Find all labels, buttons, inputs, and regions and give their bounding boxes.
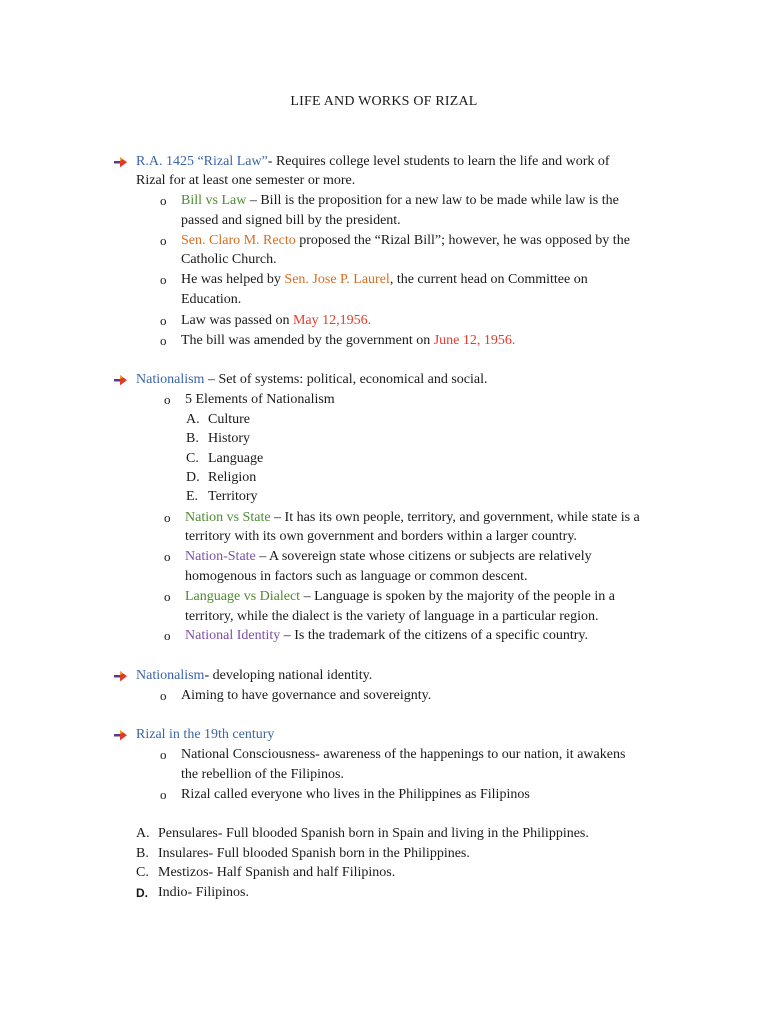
bill-vs-law-term: Bill vs Law: [181, 193, 247, 208]
ra-1425-term: R.A. 1425 “Rizal Law”: [136, 154, 268, 169]
list-item-continuation: homogenous in factors such as language or common descent.: [185, 569, 528, 584]
national-identity-term: National Identity: [185, 628, 281, 643]
list-item-continuation: passed and signed bill by the president.: [181, 213, 401, 228]
lettered-label: D.: [136, 886, 148, 900]
list-item-continuation: Catholic Church.: [181, 252, 277, 267]
circle-bullet-icon: o: [164, 628, 171, 643]
arrow-bullet-icon: [114, 670, 128, 682]
circle-bullet-icon: o: [164, 589, 171, 604]
circle-bullet-icon: o: [160, 313, 167, 328]
claro-recto-term: Sen. Claro M. Recto: [181, 233, 296, 248]
list-item: Sen. Claro M. Recto proposed the “Rizal Bill”; however, he was opposed by the: [181, 233, 630, 248]
circle-bullet-icon: o: [160, 193, 167, 208]
section-3-line-1: Nationalism- developing national identity.: [136, 668, 373, 683]
list-item-continuation: Education.: [181, 292, 242, 307]
circle-bullet-icon: o: [160, 233, 167, 248]
lettered-item: Pensulares- Full blooded Spanish born in Spain and living in the Philippines.: [158, 826, 589, 841]
sub-item-label: A.: [186, 412, 200, 427]
sub-item: Culture: [208, 412, 250, 427]
section-4-heading: Rizal in the 19th century: [136, 727, 275, 742]
sub-item-label: B.: [186, 431, 199, 446]
nation-vs-state-term: Nation vs State: [185, 510, 271, 525]
language-vs-dialect-term: Language vs Dialect: [185, 589, 301, 604]
circle-bullet-icon: o: [160, 787, 167, 802]
circle-bullet-icon: o: [160, 688, 167, 703]
lettered-label: C.: [136, 865, 149, 880]
circle-bullet-icon: o: [160, 747, 167, 762]
jose-laurel-term: Sen. Jose P. Laurel: [284, 272, 390, 287]
circle-bullet-icon: o: [160, 333, 167, 348]
nationalism-term: Nationalism: [136, 668, 205, 683]
section-1-line-1: R.A. 1425 “Rizal Law”- Requires college level students to learn the life and work of: [136, 154, 610, 169]
circle-bullet-icon: o: [160, 272, 167, 287]
list-item: Nation vs State – It has its own people, territory, and government, while state is a: [185, 510, 640, 525]
nationalism-term: Nationalism: [136, 372, 205, 387]
lettered-label: A.: [136, 826, 150, 841]
list-item: Language vs Dialect – Language is spoken by the majority of the people in a: [185, 589, 615, 604]
section-1-line-2: Rizal for at least one semester or more.: [136, 173, 356, 188]
sub-item: Territory: [208, 489, 258, 504]
sub-item-label: C.: [186, 451, 199, 466]
date-passed: May 12,1956.: [292, 313, 372, 328]
circle-bullet-icon: o: [164, 392, 171, 407]
list-item-continuation: territory, while the dialect is the variety of language in a particular region.: [185, 609, 599, 624]
sub-item: History: [208, 431, 250, 446]
list-item: He was helped by Sen. Jose P. Laurel, the current head on Committee on: [181, 272, 588, 287]
arrow-bullet-icon: [114, 374, 128, 386]
lettered-label: B.: [136, 846, 149, 861]
date-amended: June 12, 1956.: [433, 333, 516, 348]
list-item: 5 Elements of Nationalism: [185, 392, 335, 407]
circle-bullet-icon: o: [164, 549, 171, 564]
list-item: Nation-State – A sovereign state whose citizens or subjects are relatively: [185, 549, 592, 564]
page-title: LIFE AND WORKS OF RIZAL: [290, 94, 478, 109]
section-2-line-1: Nationalism – Set of systems: political, economical and social.: [136, 372, 488, 387]
list-item-continuation: the rebellion of the Filipinos.: [181, 767, 344, 782]
list-item: Rizal called everyone who lives in the Philippines as Filipinos: [181, 787, 530, 802]
list-item: Law was passed on May 12,1956.: [181, 313, 372, 328]
circle-bullet-icon: o: [164, 510, 171, 525]
list-item: Aiming to have governance and sovereignty.: [181, 688, 432, 703]
arrow-bullet-icon: [114, 729, 128, 741]
list-item-continuation: territory with its own government and borders within a larger country.: [185, 529, 577, 544]
list-item: The bill was amended by the government on June 12, 1956.: [181, 333, 516, 348]
list-item: National Identity – Is the trademark of the citizens of a specific country.: [185, 628, 589, 643]
sub-item-label: E.: [186, 489, 199, 504]
list-item: National Consciousness- awareness of the happenings to our nation, it awakens: [181, 747, 626, 762]
list-item: Bill vs Law – Bill is the proposition for a new law to be made while law is the: [181, 193, 619, 208]
sub-item: Religion: [208, 470, 257, 485]
sub-item: Language: [208, 451, 264, 466]
lettered-item: Insulares- Full blooded Spanish born in the Philippines.: [158, 846, 470, 861]
lettered-item: Mestizos- Half Spanish and half Filipinos.: [158, 865, 396, 880]
sub-item-label: D.: [186, 470, 200, 485]
nation-state-term: Nation-State: [185, 549, 256, 564]
lettered-item: Indio- Filipinos.: [158, 885, 250, 900]
arrow-bullet-icon: [114, 156, 128, 168]
